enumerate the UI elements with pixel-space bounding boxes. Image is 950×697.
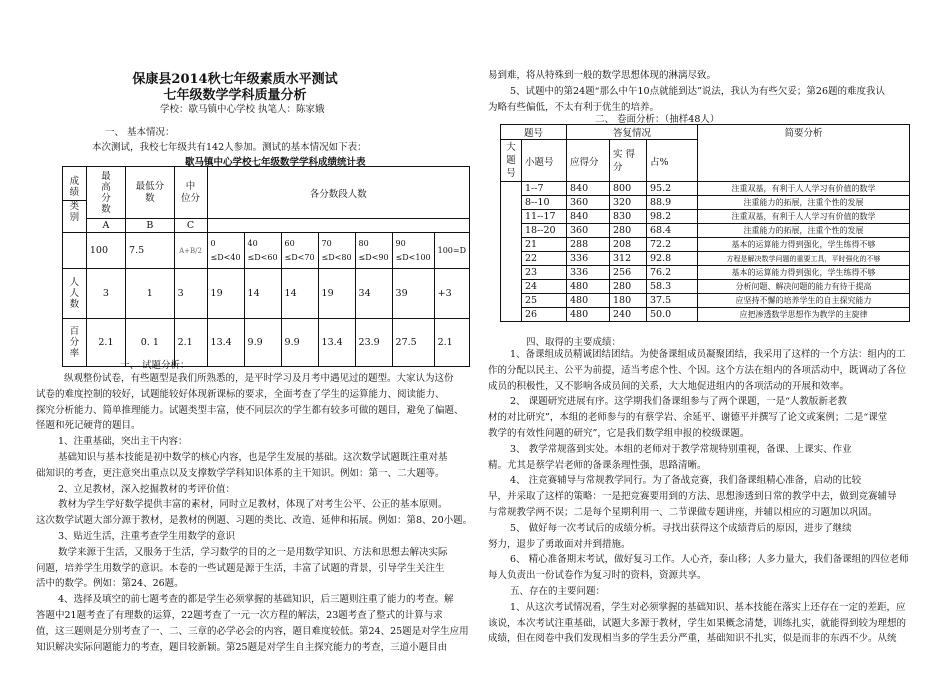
note-cell: 注重双基，有利于人人学习有价值的数学	[698, 182, 910, 196]
range-0: 0 ≤D<40	[207, 233, 244, 269]
col-c: C	[174, 219, 207, 233]
actual-cell: 320	[610, 196, 647, 210]
pct-cell: 2.1	[86, 319, 125, 367]
continued-paragraphs	[488, 68, 885, 115]
author-line: 学校：歇马镇中心学校 执笔人：陈家娥	[160, 104, 325, 115]
section-heading: 二、 卷面分析：（抽样48人）	[595, 114, 720, 125]
text-line: 努力，退步了勇敢面对并到措施。	[488, 538, 631, 550]
text-line: 知识解决实际问题能力的考查，题目较新颖。第25题是对学生自主探究能力的考查，三道小题目由	[36, 641, 448, 653]
text-line: 纵观整份试卷，有些题型是我们所熟悉的，是平时学习及月考中遇见过的题型。大家认为这份	[64, 373, 454, 384]
should-cell: 336	[567, 266, 610, 280]
should-header: 应得分	[567, 140, 610, 182]
q-cell: 18--20	[522, 224, 567, 238]
should-cell: 840	[567, 210, 610, 224]
people-cell: +3	[434, 269, 469, 319]
text-line: 答题中21题考查了有理数的运算，22题考查了一元一次方程的解法，23题考查了整式的计算与求	[36, 609, 443, 621]
achievement-paragraphs	[488, 347, 909, 647]
actual-cell: 240	[610, 308, 647, 322]
should-cell: 288	[567, 238, 610, 252]
should-cell: 480	[567, 308, 610, 322]
pct-cell: 27.5	[392, 319, 434, 367]
people-cell: 3	[174, 269, 207, 319]
pct-cell: 9.9	[244, 319, 281, 367]
actual-header: 实 得 分	[610, 140, 647, 182]
q-cell: 25	[522, 294, 567, 308]
text-line: 基础知识与基本技能是初中数学的核心内容，也是学生发展的基础。这次数学试题既注重对基	[58, 451, 448, 463]
grade-header-text: 成 绩	[69, 176, 80, 198]
text-line: 作的分配以民主、公平为前提，适当考虑个性、个因。这个方法在组内的各项活动中，既调动了各位	[488, 364, 907, 376]
text-line: 值，这三题则是分别考查了一、二、三章的必学必会的内容，题目难度较低。第24、25题是对学生应用	[36, 625, 469, 637]
pct-cell: 9.9	[281, 319, 318, 367]
text-line: 4、选择及填空的前七题考查的都是学生必须掌握的基础知识，后三题则注重了能力的考查。解	[58, 594, 454, 606]
people-cell: 3	[86, 269, 125, 319]
pct-cell: 95.2	[647, 182, 698, 196]
text-line: 探究分析能力、简单推理能力。试题类型丰富，使不同层次的学生都有较多可做的题目，避免了偏题、	[36, 404, 464, 416]
q-cell: 26	[522, 308, 567, 322]
big-q-header: 大 题 号	[501, 140, 522, 182]
q-cell: 11--17	[522, 210, 567, 224]
people-cell: 19	[207, 269, 244, 319]
note-cell: 注重能力的拓展，注重个性的发展	[698, 224, 910, 238]
range-3: 70 ≤D<80	[318, 233, 355, 269]
text-line: 这次数学试题大部分源于教材，是教材的例题、习题的类比、改造、延伸和拓展。例如：第8、20小题。	[36, 515, 473, 527]
pct-header: 百 分 率	[63, 319, 87, 367]
text-line: 怪题和死记硬背的题目。	[36, 420, 141, 432]
note-cell: 注重能力的拓展，注重个性的发展	[698, 196, 910, 210]
actual-cell: 312	[610, 252, 647, 266]
note-cell: 方程是解决数学问题的重要工具，平时强化的不够	[698, 252, 910, 266]
q-header: 题号	[501, 125, 567, 140]
text-line: 材的对比研究”，本组的老师参与的有蔡学岩、余延平、谢德平并撰写了论文或案例；二是“课堂	[488, 412, 888, 424]
people-cell: 14	[281, 269, 318, 319]
analysis-paragraphs	[36, 371, 472, 655]
people-cell: 34	[355, 269, 392, 319]
mid-header: 中 位分	[174, 167, 207, 219]
pct-cell: 13.4	[207, 319, 244, 367]
min-header: 最低分 数	[126, 167, 175, 219]
actual-cell: 180	[610, 294, 647, 308]
note-cell: 分析问题、解决问题的能力有待于提高	[698, 280, 910, 294]
range-1: 40 ≤D<60	[244, 233, 281, 269]
analysis-table	[500, 124, 910, 322]
text-line: 精。尤其是蔡学岩老师的备课条理性强，思路清晰。	[488, 459, 707, 471]
pct-cell: 2.1	[174, 319, 207, 367]
actual-cell: 280	[610, 224, 647, 238]
section-heading: 五、存在的主要问题：	[510, 585, 606, 597]
actual-cell: 208	[610, 238, 647, 252]
text-line: 早，并采取了这样的策略：一是把竞赛要用到的方法、思想渗透到日常的教学中去，做到竞赛辅导	[488, 491, 897, 503]
pct-cell: 23.9	[355, 319, 392, 367]
text-line: 1、注重基础，突出主干内容：	[58, 436, 188, 448]
q-cell: 24	[522, 280, 567, 294]
text-line: 试卷的难度控制的较好，试题能较好体现新课标的要求，全面考查了学生的运算能力、阅读能力、	[36, 388, 445, 400]
pct-cell: 92.8	[647, 252, 698, 266]
text-line: 易到难，将从特殊到一般的数学思想体现的淋漓尽致。	[488, 70, 717, 81]
text-line: 2、 课题研究进展有序。这学期我们备课组参与了两个课题，一是“人教版新老教	[510, 396, 847, 408]
section-heading: 一、 基本情况：	[105, 127, 175, 138]
should-cell: 360	[567, 224, 610, 238]
note-cell: 注重双基，有利于人人学习有价值的数学	[698, 210, 910, 224]
text-line: 础知识的考查，更注意突出重点以及支撑数学学科知识体系的主干知识。例如：第一、二大题等。	[36, 467, 445, 479]
text-line: 教学的有效性问题的研究”，它是我们数学组申报的校级课题。	[488, 427, 750, 439]
pct-cell: 2.1	[434, 319, 469, 367]
pct-cell: 50.0	[647, 308, 698, 322]
text-line: 教材为学生学好数学提供丰富的素材，同时立足教材，体现了对考生公平、公正的基本原则。	[58, 499, 448, 511]
note-cell: 应坚持不懈的培养学生的自主探究能力	[698, 294, 910, 308]
q-cell: 8--10	[522, 196, 567, 210]
text-line: 1、备课组成员精诚团结团结。为使备课组成员凝聚团结，我采用了这样的一个方法：组内的工	[510, 349, 906, 360]
mid-formula: A+B/2	[174, 233, 207, 269]
ranges-header: 各分数段人数	[207, 167, 469, 219]
text-line: 每人负责出一份试卷作为复习时的资料，资源共享。	[488, 570, 707, 582]
people-cell: 39	[392, 269, 434, 319]
text-line: 成绩，但在阅卷中我们发现相当多的学生丢分严重，基础知识不扎实，似是而非的东西不少。从统	[488, 633, 897, 645]
text-line: 活中的数学。例如：第24、26题。	[36, 578, 184, 590]
text-line: 5、试题中的第24题“那么中午10点就能到达”说法，我认为有些欠妥；第26题的难度我认	[510, 85, 886, 97]
text-line: 该说，本次考试注重基础，试题大多源于教材，学生如果概念清楚，训练扎实，就能得到较为理想的	[488, 617, 907, 629]
range-5: 90 ≤D<100	[392, 233, 434, 269]
text-line: 为略有些偏低，不太有利于优生的培养。	[488, 101, 660, 113]
doc-title: 保康县2014秋七年级素质水平测试	[132, 72, 338, 87]
actual-cell: 256	[610, 266, 647, 280]
pct-cell: 0. 1	[126, 319, 175, 367]
text-line: 5、 做好每一次考试后的成绩分析。寻找出获得这个成绩背后的原因，进步了继续	[510, 522, 852, 534]
should-cell: 336	[567, 252, 610, 266]
people-cell: 14	[244, 269, 281, 319]
section-heading: 四、取得的主要成绩：	[526, 337, 622, 348]
range-2: 60 ≤D<70	[281, 233, 318, 269]
pct-cell: 98.2	[647, 210, 698, 224]
pct-cell: 76.2	[647, 266, 698, 280]
col-a: A	[86, 219, 125, 233]
col-b: B	[126, 219, 175, 233]
text-line: 1、从这次考试情况看，学生对必须掌握的基础知识、基本技能在落实上还存在一定的差距，应	[510, 601, 906, 613]
actual-cell: 800	[610, 182, 647, 196]
pct-cell: 13.4	[318, 319, 355, 367]
actual-cell: 830	[610, 210, 647, 224]
category-header-text: 类 别	[69, 201, 80, 223]
q-cell: 23	[522, 266, 567, 280]
ans-header: 答复情况	[567, 125, 698, 140]
note-cell: 基本的运算能力得到强化，学生练得不够	[698, 238, 910, 252]
actual-cell: 280	[610, 280, 647, 294]
text-line: 2、立足教材，深入挖掘教材的考评价值：	[58, 483, 236, 495]
pct-cell: 68.4	[647, 224, 698, 238]
section-heading: 一、 试题分析：	[120, 360, 190, 371]
pct-header: 占%	[647, 140, 698, 182]
pct-cell: 58.3	[647, 280, 698, 294]
note-cell: 基本的运算能力得到强化，学生练得不够	[698, 266, 910, 280]
people-cell: 19	[318, 269, 355, 319]
note-cell: 应把渗透数学思想作为教学的主旋律	[698, 308, 910, 322]
doc-subtitle: 七年级数学学科质量分析	[163, 88, 307, 103]
text-line: 问题，培养学生用数学的意识。本卷的一些试题是源于生活，丰富了试题的背景，引导学生关注生	[36, 562, 445, 574]
stats-table	[62, 166, 470, 367]
table-caption: 歇马镇中心学校七年级数学学科成绩统计表	[185, 157, 366, 168]
text-line: 4、 注竞赛辅导与常规教学同行。为了备战竞赛，我们备课组精心准备，启动的比较	[510, 475, 862, 487]
range-6: 100=D	[434, 233, 469, 269]
should-cell: 480	[567, 280, 610, 294]
q-cell: 22	[522, 252, 567, 266]
min-value: 7.5	[126, 233, 175, 269]
should-cell: 360	[567, 196, 610, 210]
q-cell: 21	[522, 238, 567, 252]
text-line: 数学来源于生活，又服务于生活，学习数学的目的之一是用数学知识、方法和思想去解决实际	[58, 546, 448, 558]
pct-cell: 72.2	[647, 238, 698, 252]
brief-header: 简要分析	[698, 125, 910, 182]
text-line: 3、 教学常规落到实处。本组的老师对于教学常规特别重视，备课、上课实、作业	[510, 443, 852, 455]
section-text: 本次测试，我校七年级共有142人参加。测试的基本情况如下表：	[92, 142, 367, 153]
q-cell: 1--7	[522, 182, 567, 196]
max-value: 100	[86, 233, 125, 269]
text-line: 3、贴近生活，注重考查学生用数学的意识	[58, 530, 236, 542]
range-4: 80 ≤D<90	[355, 233, 392, 269]
small-q-header: 小题号	[522, 140, 567, 182]
should-cell: 840	[567, 182, 610, 196]
grade-header	[63, 167, 87, 233]
max-header: 最 高 分 数	[86, 167, 125, 219]
text-line: 与常规教学两不误；二是每个星期利用一、二节课做专题讲座，并辅以相应的习题加以巩固。	[488, 506, 878, 518]
people-header: 人 人 数	[63, 269, 87, 319]
pct-cell: 37.5	[647, 294, 698, 308]
should-cell: 480	[567, 294, 610, 308]
text-line: 成员的积极性，又不影响各成员间的关系，大大地促进组内的各项活动的开展和效率。	[488, 380, 850, 392]
pct-cell: 88.9	[647, 196, 698, 210]
people-cell: 1	[126, 269, 175, 319]
text-line: 6、 精心准备期末考试，做好复习工作。人心齐，泰山移；人多力量大，我们备课组的四位老师	[510, 554, 909, 566]
